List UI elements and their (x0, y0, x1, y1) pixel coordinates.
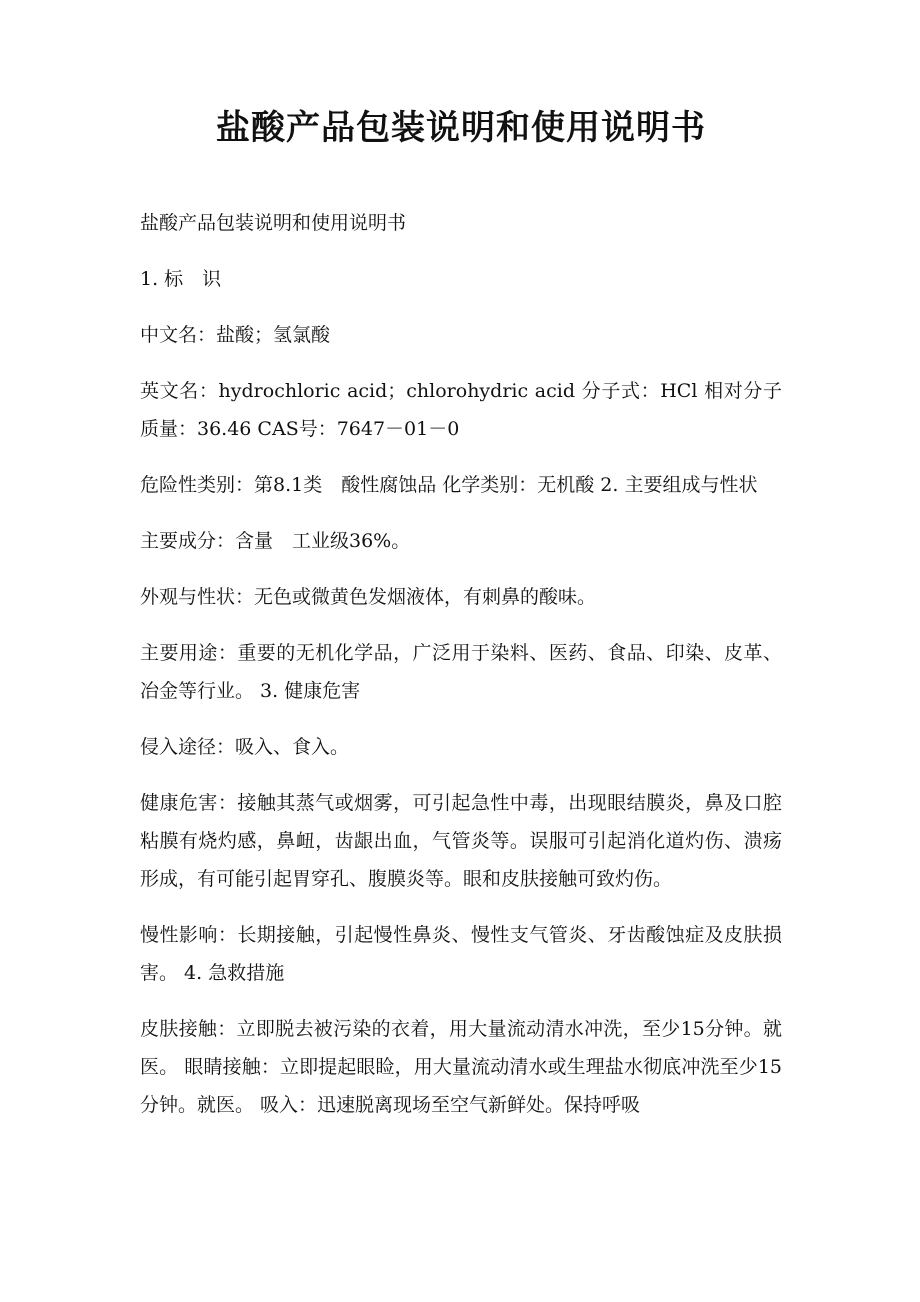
first-aid-paragraph: 皮肤接触：立即脱去被污染的衣着，用大量流动清水冲洗，至少15分钟。就医。 眼睛接触：立即提起眼睑，用大量流动清水或生理盐水彻底冲洗至少15分钟。就医。 吸入：迅速脱离现场至空气新鲜处。保持呼吸 (140, 1018, 782, 1116)
english-name-paragraph: 英文名：hydrochloric acid；chlorohydric acid 分子式：HCl 相对分子质量：36.46 CAS号：7647－01－0 (140, 380, 782, 440)
main-use-paragraph: 主要用途：重要的无机化学品，广泛用于染料、医药、食品、印染、皮革、冶金等行业。 3. 健康危害 (140, 642, 782, 702)
entry-route-paragraph: 侵入途径：吸入、食入。 (140, 736, 350, 758)
chronic-effect-paragraph: 慢性影响：长期接触，引起慢性鼻炎、慢性支气管炎、牙齿酸蚀症及皮肤损害。 4. 急救措施 (140, 924, 782, 984)
hazard-category-paragraph: 危险性类别：第8.1类 酸性腐蚀品 化学类别：无机酸 2. 主要组成与性状 (140, 474, 758, 496)
main-component-paragraph: 主要成分：含量 工业级36%。 (140, 530, 411, 552)
subtitle-paragraph: 盐酸产品包装说明和使用说明书 (140, 212, 407, 234)
section-identification-heading: 1. 标 识 (140, 268, 222, 290)
document-title: 盐酸产品包装说明和使用说明书 (216, 108, 706, 148)
document-body (140, 204, 782, 1124)
appearance-paragraph: 外观与性状：无色或微黄色发烟液体，有刺鼻的酸味。 (140, 586, 597, 608)
health-hazard-paragraph: 健康危害：接触其蒸气或烟雾，可引起急性中毒，出现眼结膜炎，鼻及口腔粘膜有烧灼感，鼻衄，齿龈出血，气管炎等。误服可引起消化道灼伤、溃疡形成，有可能引起胃穿孔、腹膜炎等。眼和皮肤接触可致灼伤。 (140, 792, 782, 890)
chinese-name-paragraph: 中文名：盐酸；氢氯酸 (140, 324, 331, 346)
